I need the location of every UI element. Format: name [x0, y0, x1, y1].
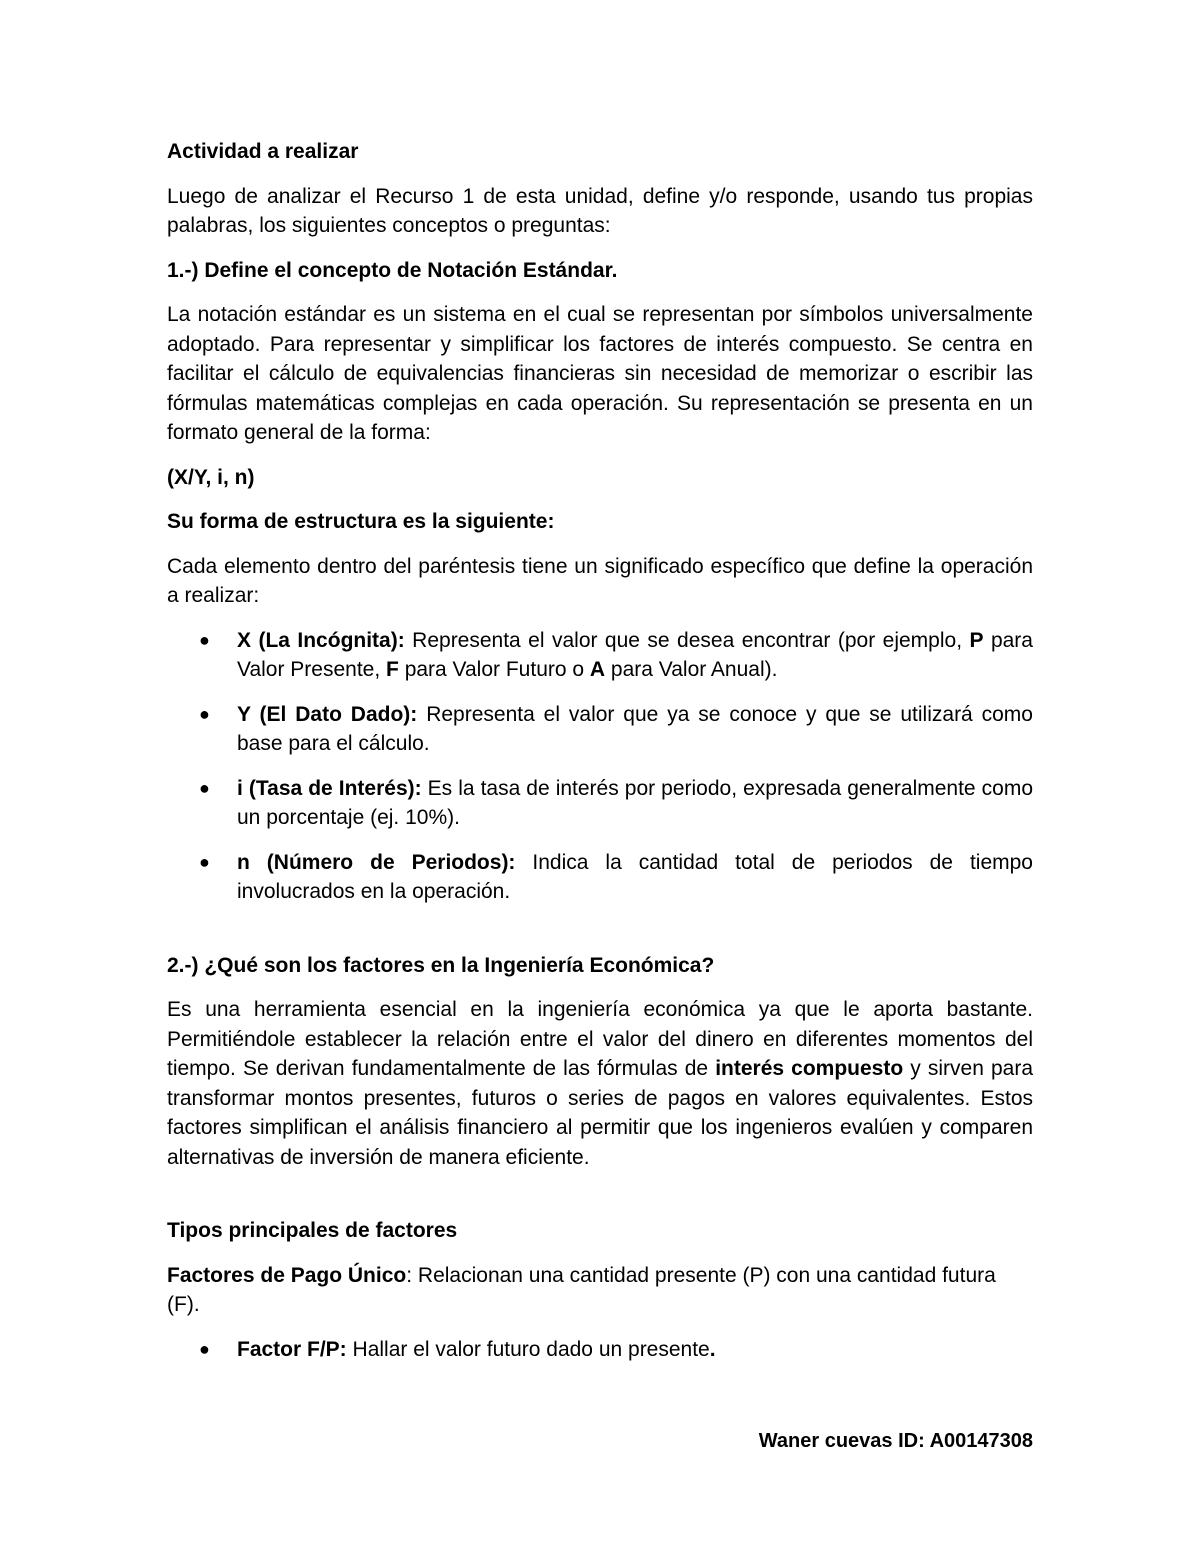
factor-end: . — [709, 1337, 716, 1361]
list-item — [167, 626, 1033, 685]
factor-term: Factor F/P: — [237, 1337, 347, 1361]
single-payment-text: : Relacionan una cantidad presente (P) con una cantidad futura (F). — [167, 1263, 996, 1316]
list-item — [167, 774, 1033, 833]
item-letter-a: A — [589, 658, 606, 681]
single-payment-paragraph — [167, 1261, 1033, 1320]
document-page — [167, 137, 1033, 1379]
intro-paragraph: Luego de analizar el Recurso 1 de esta unidad, define y/o responde, usando tus propias palabras, los siguientes conceptos o preguntas: — [167, 184, 1033, 237]
answer-emphasis: interés compuesto — [715, 1057, 904, 1080]
bullet-icon: ● — [199, 851, 210, 872]
item-text: Representa el valor que ya se conoce y que se utilizará como base para el cálculo. — [237, 702, 1033, 755]
item-text: para Valor Anual). — [605, 658, 778, 681]
structure-intro: Cada elemento dentro del paréntesis tiene un significado específico que define la operación a realizar: — [167, 554, 1033, 607]
list-item — [167, 848, 1033, 907]
bullet-icon: ● — [199, 703, 210, 724]
item-letter-f: F — [386, 658, 399, 681]
item-term: Y (El Dato Dado): — [237, 702, 418, 726]
item-term: i (Tasa de Interés): — [237, 776, 422, 800]
item-term: X (La Incógnita): — [237, 628, 405, 652]
item-letter-p: P — [969, 628, 984, 652]
item-text: para Valor Futuro o — [398, 658, 590, 681]
question-2-title: 2.-) ¿Qué son los factores en la Ingeniería Económica? — [167, 953, 715, 977]
item-text: para Valor Presente, — [237, 628, 1033, 681]
author-footer: Waner cuevas ID: A00147308 — [758, 1430, 1033, 1452]
question-1-answer: La notación estándar es un sistema en el cual se representan por símbolos universalmente adoptado. Para representar y simplificar los factores de interés compuesto. Se centra en facilitar el cálculo de equivalencias financieras sin necesidad de memorizar o escribir las fórmulas matemáticas complejas en cada operación. Su representación se presenta en un formato general de la forma: — [167, 303, 1033, 444]
factor-types-title: Tipos principales de factores — [167, 1219, 458, 1242]
notation-elements-list — [167, 626, 1033, 907]
bullet-icon: ● — [199, 1338, 210, 1359]
bullet-icon: ● — [199, 777, 210, 798]
factor-list — [167, 1335, 1033, 1365]
list-item — [167, 700, 1033, 759]
question-1-title: 1.-) Define el concepto de Notación Estándar. — [167, 258, 618, 282]
item-term: n (Número de Periodos): — [237, 850, 516, 874]
item-text: Indica la cantidad total de periodos de tiempo involucrados en la operación. — [237, 850, 1033, 903]
question-2-answer — [167, 995, 1033, 1172]
item-text: Representa el valor que se desea encontrar (por ejemplo, — [404, 628, 970, 652]
activity-heading: Actividad a realizar — [167, 140, 359, 163]
answer-text: y sirven para transformar montos presentes, futuros o series de pagos en valores equivalentes. Estos factores simplifican el análisis financiero al permitir que los ingenieros evalúen y comparen alternativas de inversión de manera eficiente. — [167, 1057, 1033, 1169]
list-item — [167, 1335, 1033, 1365]
structure-title: Su forma de estructura es la siguiente: — [167, 510, 555, 533]
factor-text: Hallar el valor futuro dado un presente — [346, 1337, 710, 1361]
bullet-icon: ● — [199, 629, 210, 650]
item-text: Es la tasa de interés por periodo, expresada generalmente como un porcentaje (ej. 10%). — [237, 776, 1033, 829]
formula: (X/Y, i, n) — [167, 465, 255, 489]
single-payment-term: Factores de Pago Único — [167, 1263, 407, 1287]
answer-text: Es una herramienta esencial en la ingeniería económica ya que le aporta bastante. Permitiéndole establecer la relación entre el valor del dinero en diferentes momentos del tiempo. Se derivan fundamentalmente de las fórmulas de — [167, 998, 1033, 1080]
